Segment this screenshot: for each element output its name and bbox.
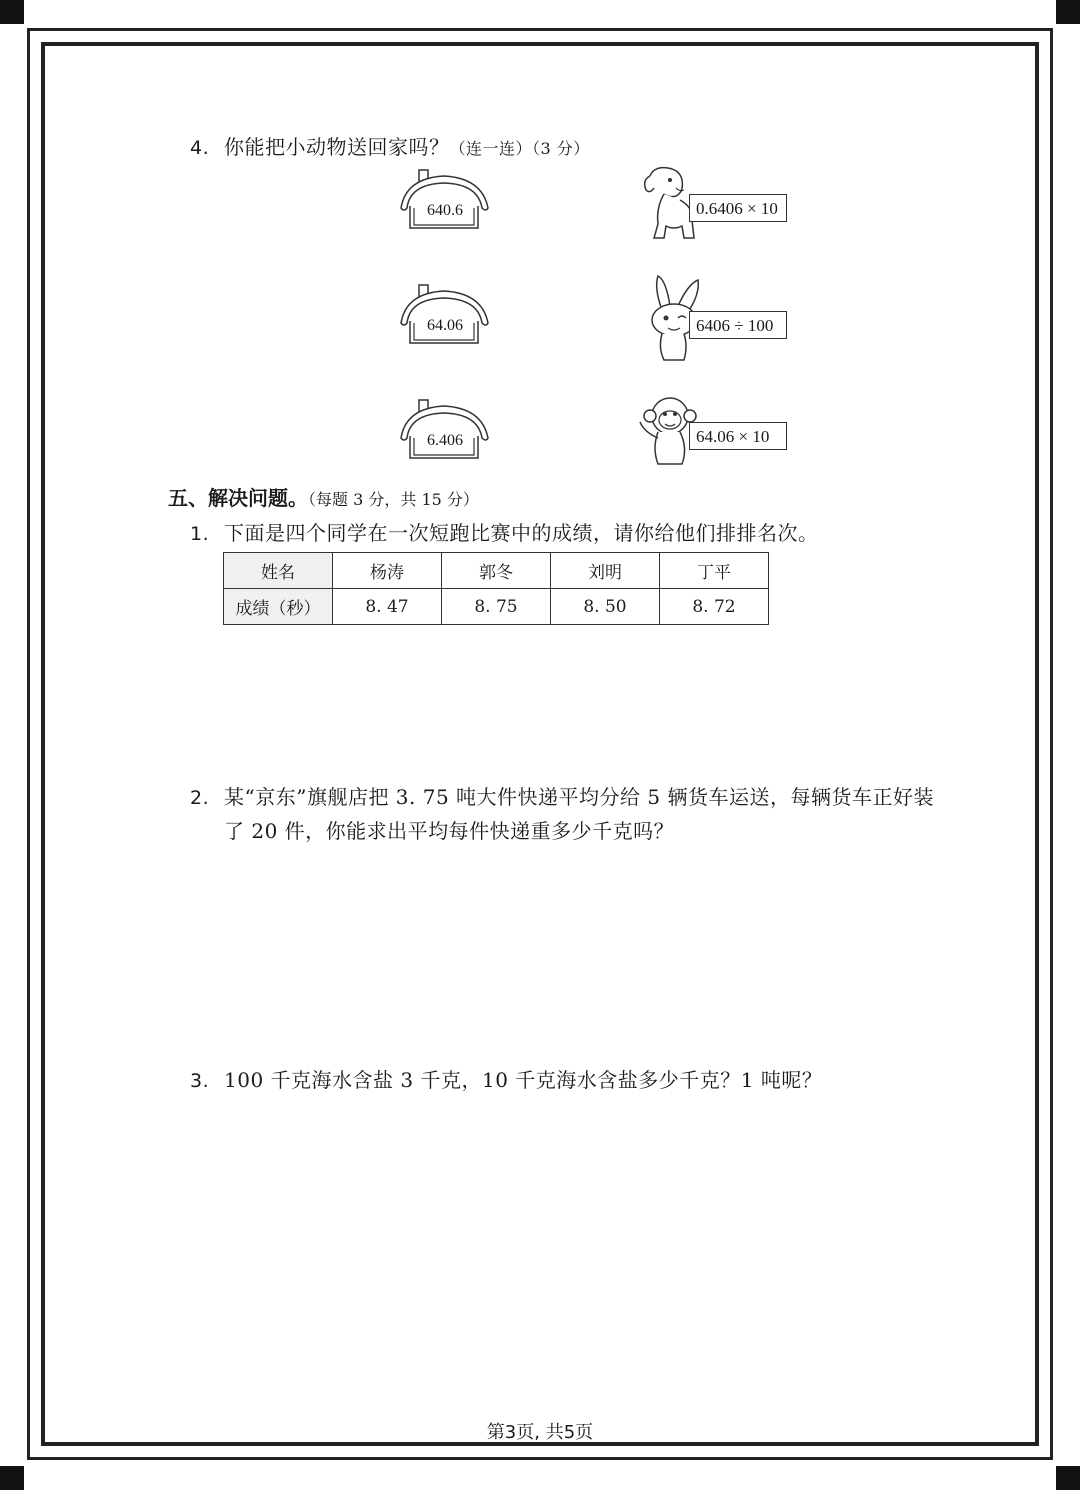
expression-box: 64.06 × 10 bbox=[689, 422, 787, 450]
table-row bbox=[224, 553, 769, 589]
section-note: （每题 3 分，共 15 分） bbox=[308, 490, 479, 509]
time-cell: 8. 50 bbox=[551, 589, 660, 625]
question-4 bbox=[190, 131, 590, 160]
problem-text: 某“京东”旗舰店把 3. 75 吨大件快递平均分给 5 辆货车运送，每辆货车正好装 bbox=[224, 785, 934, 809]
section-heading: 五、解决问题。 bbox=[168, 486, 308, 510]
name-cell: 刘明 bbox=[551, 553, 660, 589]
problem-2-line-1 bbox=[190, 781, 934, 810]
expression-box: 0.6406 × 10 bbox=[689, 194, 787, 222]
page-inner-border bbox=[41, 42, 1039, 1446]
question-note: （连一连）（3 分） bbox=[449, 139, 590, 158]
corner-mark-top-left bbox=[0, 0, 24, 24]
row-header: 成绩（秒） bbox=[224, 589, 333, 625]
question-number: 4. bbox=[190, 137, 210, 159]
problem-text: 下面是四个同学在一次短跑比赛中的成绩，请你给他们排排名次。 bbox=[224, 521, 819, 545]
house-2[interactable] bbox=[398, 283, 498, 363]
problem-text: 100 千克海水含盐 3 千克，10 千克海水含盐多少千克？1 吨呢？ bbox=[224, 1068, 823, 1092]
time-cell: 8. 72 bbox=[660, 589, 769, 625]
expression-box: 6406 ÷ 100 bbox=[689, 311, 787, 339]
problem-number: 1. bbox=[190, 523, 210, 545]
problem-number: 2. bbox=[190, 787, 210, 809]
row-header: 姓名 bbox=[224, 553, 333, 589]
house-value: 6.406 bbox=[427, 432, 463, 449]
problem-1 bbox=[190, 517, 819, 546]
house-value: 64.06 bbox=[427, 317, 463, 334]
problem-3 bbox=[190, 1064, 822, 1093]
name-cell: 郭冬 bbox=[442, 553, 551, 589]
house-value: 640.6 bbox=[427, 202, 463, 219]
table-row bbox=[224, 589, 769, 625]
corner-mark-top-right bbox=[1056, 0, 1080, 24]
problem-2-line-2 bbox=[224, 815, 674, 844]
time-cell: 8. 75 bbox=[442, 589, 551, 625]
problem-text: 了 20 件，你能求出平均每件快递重多少千克吗？ bbox=[224, 819, 675, 843]
page-footer: 第3页, 共5页 bbox=[486, 1422, 594, 1443]
house-3[interactable] bbox=[398, 398, 498, 478]
time-cell: 8. 47 bbox=[333, 589, 442, 625]
score-table bbox=[223, 552, 769, 625]
problem-number: 3. bbox=[190, 1070, 210, 1092]
section-5-title bbox=[168, 482, 479, 511]
corner-mark-bottom-right bbox=[1056, 1466, 1080, 1490]
name-cell: 丁平 bbox=[660, 553, 769, 589]
corner-mark-bottom-left bbox=[0, 1466, 24, 1490]
question-text: 你能把小动物送回家吗？ bbox=[224, 135, 450, 159]
name-cell: 杨涛 bbox=[333, 553, 442, 589]
house-1[interactable] bbox=[398, 168, 498, 248]
